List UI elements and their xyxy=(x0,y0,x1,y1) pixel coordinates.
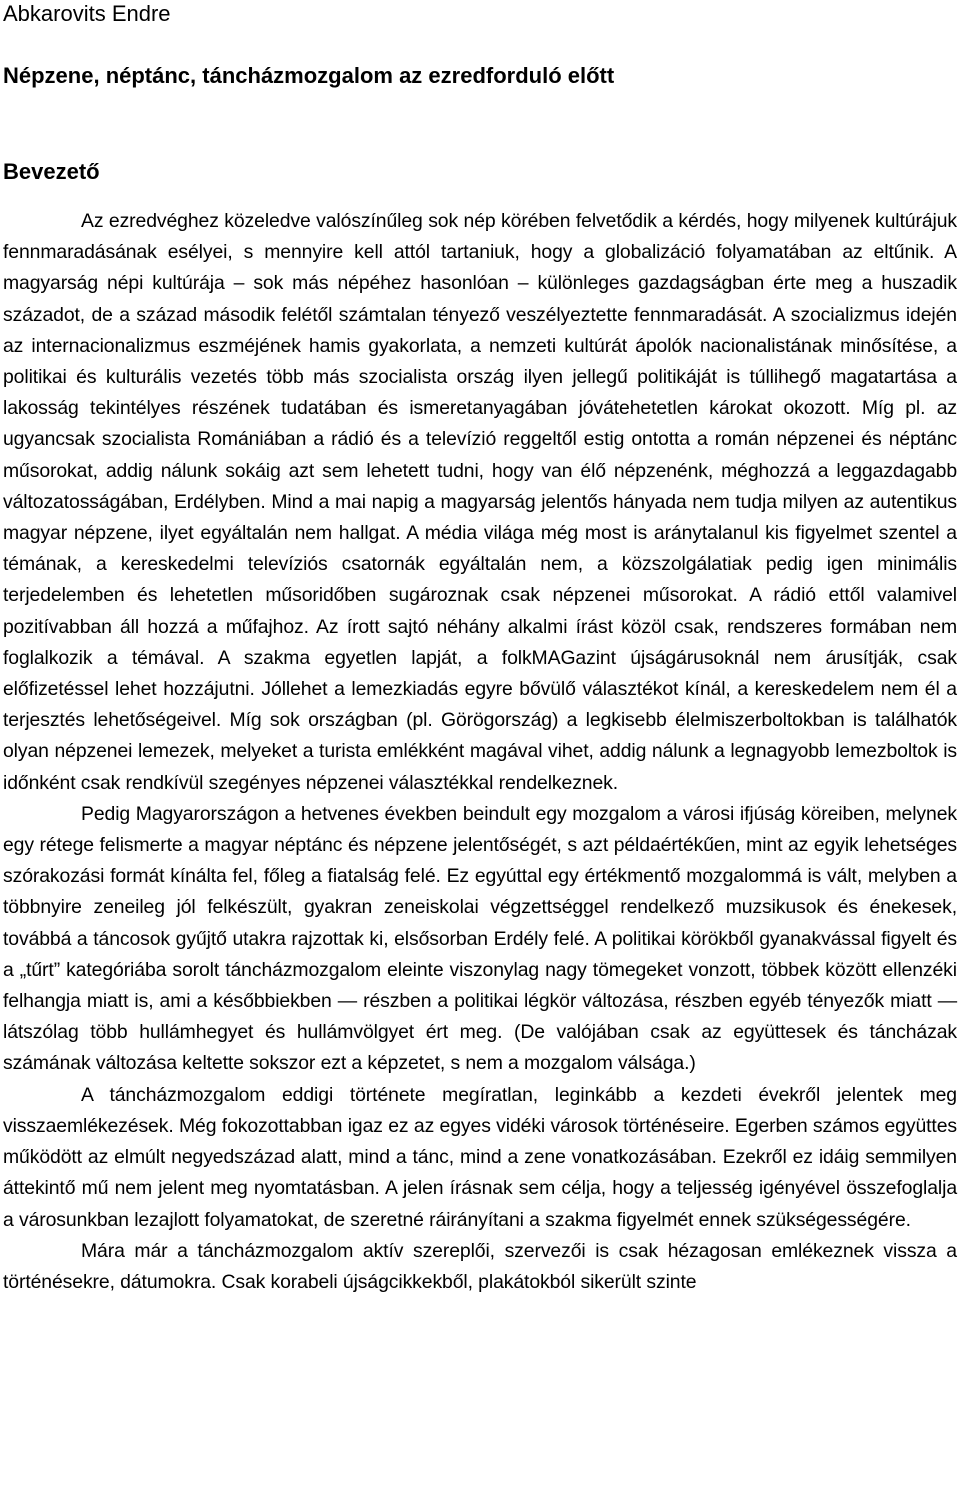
author-name: Abkarovits Endre xyxy=(3,1,171,26)
paragraph: Mára már a táncházmozgalom aktív szereplői, szervezői is csak hézagosan emlékeznek vissza a történésekre, dátumokra. Csak korabeli újságcikkekből, plakátokból sikerült szinte xyxy=(3,1239,957,1293)
paragraph: Pedig Magyarországon a hetvenes években beindult egy mozgalom a városi ifjúság köreiben, melynek egy rétege felismerte a magyar néptánc és népzene jelentőségét, s azt példaértékűen, mint az egyik lehetséges szórakozási formát kínálta fel, főleg a fiatalság felé. Ez egyúttal egy értékmentő mozgalommá is vált, melyben a többnyire zeneileg jól felkészült, gyakran zeneiskolai végzettséggel rendelkező muzsikusok és énekesek, továbbá a táncosok gyűjtő utakra rajzottak ki, elsősorban Erdély felé. A politikai körökből gyanakvással figyelt és a „tűrt” kategóriába sorolt táncházmozgalom eleinte viszonylag nagy tömegeket vonzott, többek között ellenzéki felhangja miatt is, ami a későbbiekben — részben a politikai légkör változása, részben egyéb tényezők miatt — látszólag több hullámhegyet és hullámvölgyet ért meg. (De valójában csak az együttesek és táncházak számának változása keltette sokszor ezt a képzetet, s nem a mozgalom válsága.) xyxy=(3,802,957,1075)
body-text xyxy=(3,206,957,1298)
paragraph: Az ezredvéghez közeledve valószínűleg sok nép körében felvetődik a kérdés, hogy milyenek kultúrájuk fennmaradásának esélyei, s mennyire kell attól tartaniuk, hogy a globalizáció folyamatában az eltűnik. A magyarság népi kultúrája – sok más népéhez hasonlóan – különleges gazdagságban érte meg a huszadik századot, de a század második felétől számtalan tényező veszélyeztette fennmaradását. A szocializmus idején az internacionalizmus eszméjének hamis gyakorlata, a nemzeti kultúrát ápolók nacionalistának minősítése, a politikai és kulturális vezetés több más szocialista ország ilyen jellegű politikáját is túllihegő magatartása a lakosság tekintélyes részének tudatában és ismeretanyagában jóvátehetetlen károkat okozott. Míg pl. az ugyancsak szocialista Romániában a rádió és a televízió reggeltől estig ontotta a román népzenei és néptánc műsorokat, addig nálunk sokáig azt sem lehetett tudni, hogy van élő népzenénk, méghozzá a leggazdagabb változatosságában, Erdélyben. Mind a mai napig a magyarság jelentős hányada nem tudja milyen az autentikus magyar népzene, ilyet egyáltalán nem hallgat. A média világa még most is aránytalanul kis figyelmet szentel a témának, a kereskedelmi televíziós csatornák egyáltalán nem, a közszolgálatiak pedig igen minimális terjedelemben és lehetetlen műsoridőben sugároznak csak népzenei műsorokat. A rádió ettől valamivel pozitívabban áll hozzá a műfajhoz. Az írott sajtó néhány alkalmi írást közöl csak, rendszeres formában nem foglalkozik a témával. A szakma egyetlen lapját, a folkMAGazint újságárusoknál nem árusítják, csak előfizetéssel lehet hozzájutni. Jóllehet a lemezkiadás egyre bővülő választékot kínál, a kereskedelem nem él a terjesztés lehetőségeivel. Míg sok országban (pl. Görögország) a legkisebb élelmiszerboltokban is találhatók olyan népzenei lemezek, melyeket a turista emlékként magával vihet, addig nálunk a legnagyobb lemezboltok is időnként csak rendkívül szegényes népzenei választékkal rendelkeznek. xyxy=(3,210,957,794)
paragraph: A táncházmozgalom eddigi története megíratlan, leginkább a kezdeti évekről jelentek meg visszaemlékezések. Még fokozottabban igaz ez az egyes vidéki városok történéseire. Egerben számos együttes működött az elmúlt negyedszázad alatt, mind a tánc, mind a zene vonatkozásában. Ezekről ez idáig semmilyen áttekintő mű nem jelent meg nyomtatásban. A jelen írásnak sem célja, hogy a teljesség igényével összefoglalja a városunkban lezajlott folyamatokat, de szeretné ráirányítani a szakma figyelmét ennek szükségességére. xyxy=(3,1083,957,1231)
document-page xyxy=(3,0,957,1298)
document-title: Népzene, néptánc, táncházmozgalom az ezredforduló előtt xyxy=(3,63,615,88)
section-heading: Bevezető xyxy=(3,159,100,184)
